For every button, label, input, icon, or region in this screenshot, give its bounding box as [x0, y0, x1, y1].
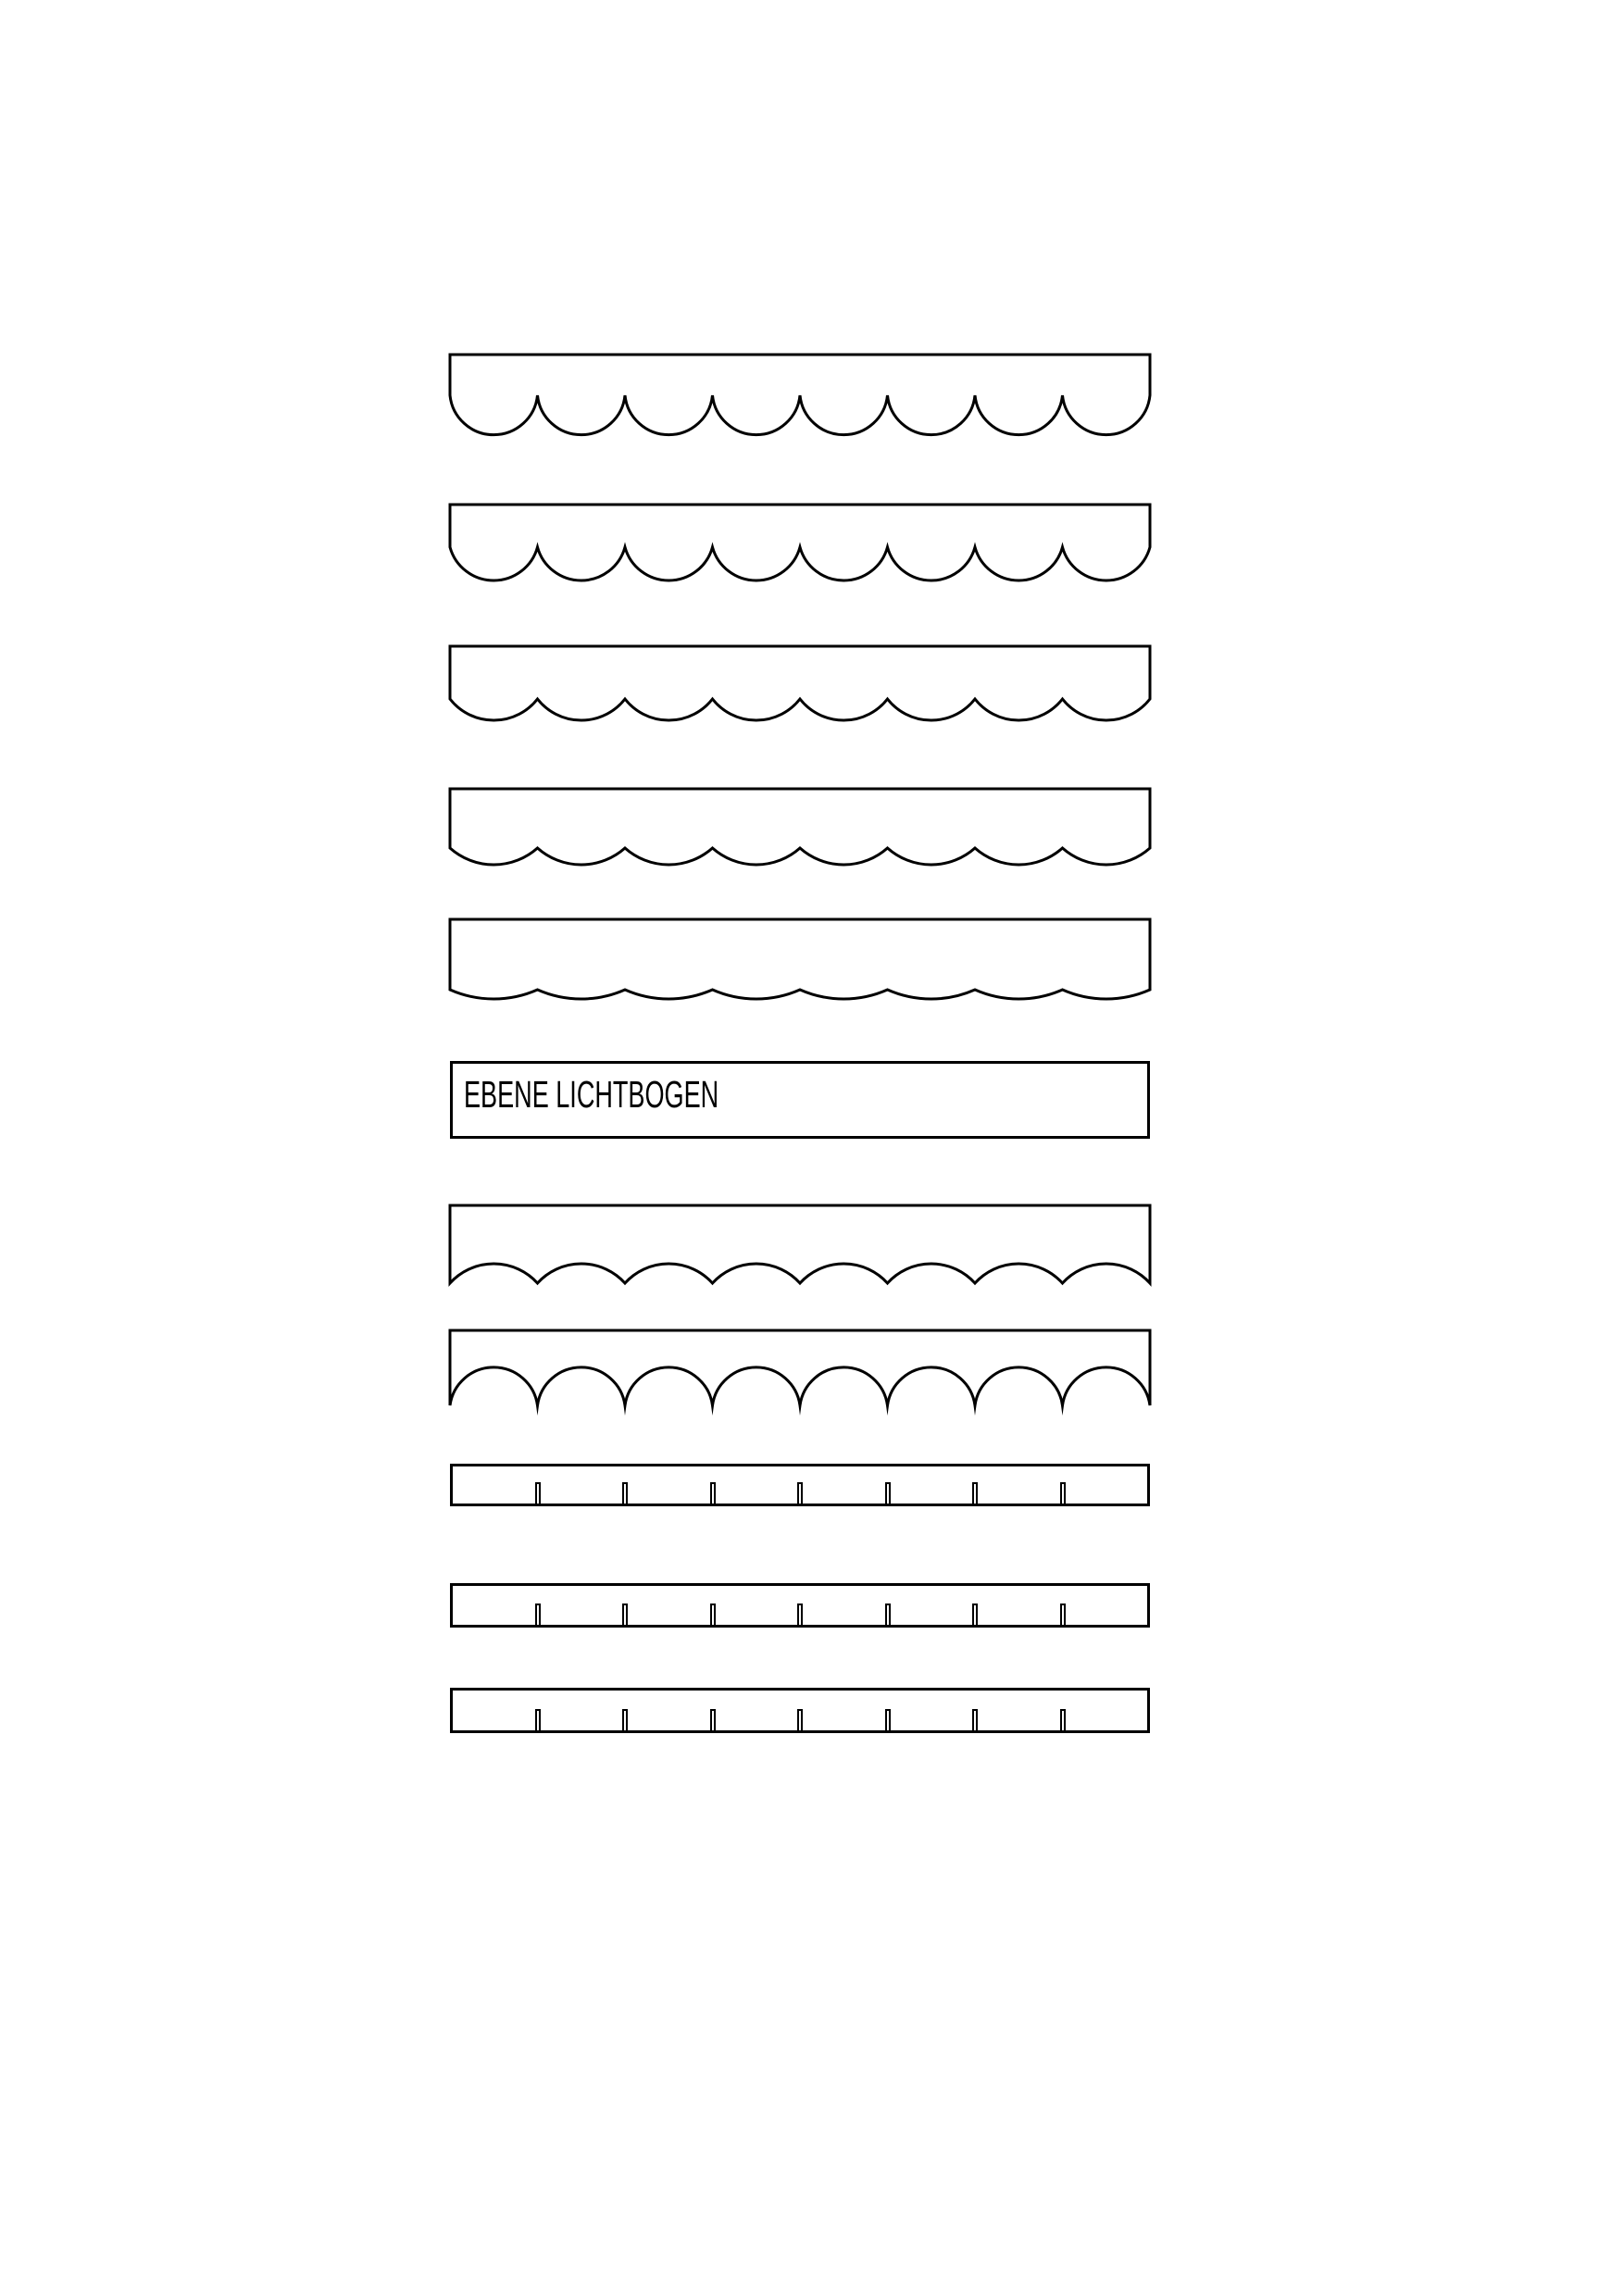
notched-bar-2 — [450, 1583, 1150, 1628]
notch-tick — [535, 1709, 541, 1730]
notch-tick — [972, 1603, 978, 1625]
valance-profile-4-outline — [450, 789, 1150, 865]
notched-bar-1 — [450, 1464, 1150, 1506]
notch-tick — [972, 1709, 978, 1730]
notch-tick — [710, 1709, 716, 1730]
label-text: EBENE LICHTBOGEN — [464, 1073, 719, 1116]
notched-bar-3 — [450, 1688, 1150, 1733]
notch-tick — [535, 1603, 541, 1625]
notch-tick — [1060, 1709, 1066, 1730]
notch-tick — [535, 1482, 541, 1504]
notch-tick — [885, 1603, 891, 1625]
notch-tick — [797, 1603, 803, 1625]
arc-row-flat-outline — [450, 1205, 1150, 1283]
notch-tick — [885, 1709, 891, 1730]
notch-tick — [622, 1482, 628, 1504]
notch-tick — [1060, 1603, 1066, 1625]
notch-tick — [797, 1709, 803, 1730]
notch-tick — [1060, 1482, 1066, 1504]
valance-profile-flat-scallop — [446, 916, 1154, 1003]
notch-tick — [710, 1482, 716, 1504]
valance-profile-3-outline — [450, 646, 1150, 720]
notch-tick — [710, 1603, 716, 1625]
arc-row-round-outline — [450, 1330, 1150, 1405]
valance-profile-deep-scallop — [446, 351, 1154, 439]
valance-profile-5-outline — [450, 919, 1150, 999]
notch-tick — [885, 1482, 891, 1504]
notch-tick — [972, 1482, 978, 1504]
valance-profile-shallower-scallop — [446, 785, 1154, 868]
valance-profile-2-outline — [450, 505, 1150, 580]
label-box — [450, 1061, 1150, 1139]
valance-profile-medium-scallop — [446, 501, 1154, 584]
notch-tick — [797, 1482, 803, 1504]
valance-profile-1-outline — [450, 355, 1150, 435]
notch-tick — [622, 1709, 628, 1730]
arc-row-round-arches — [446, 1327, 1154, 1409]
valance-profile-shallow-scallop — [446, 643, 1154, 724]
notch-tick — [622, 1603, 628, 1625]
arc-row-flat-arches — [446, 1202, 1154, 1287]
